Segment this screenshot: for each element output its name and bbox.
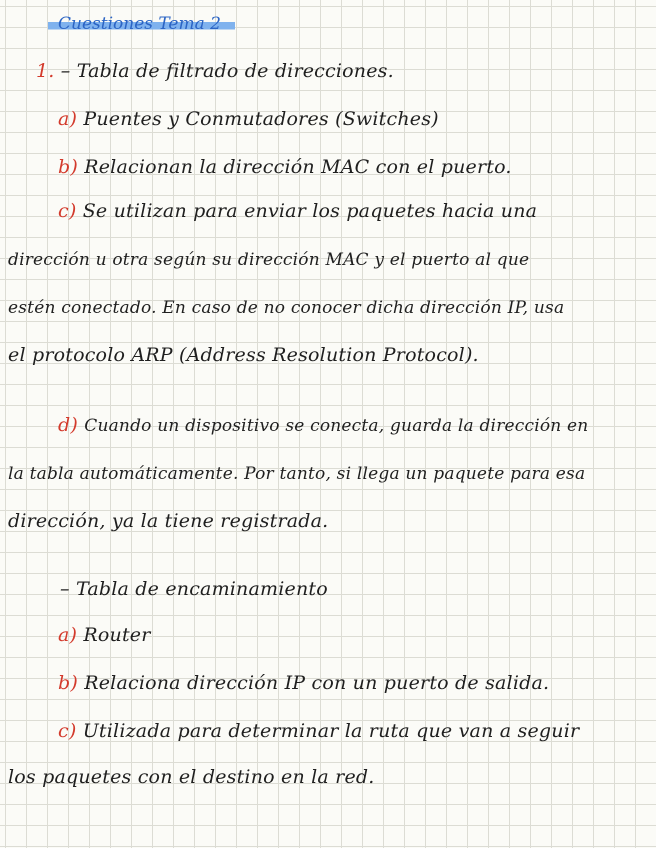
item-1b-row [58, 156, 512, 178]
item-1a-row [58, 108, 439, 130]
item-1d-line-3: dirección, ya la tiene registrada. [8, 510, 329, 532]
item-2c-line-2: los paquetes con el destino en la red. [8, 766, 375, 788]
item-1c-marker: c) [58, 200, 77, 222]
section-2-heading: – Tabla de encaminamiento [60, 578, 328, 600]
item-1a-marker: a) [58, 108, 78, 130]
item-1d-row [58, 414, 588, 436]
section-1-heading-row [36, 60, 394, 82]
page-title: Cuestiones Tema 2 [48, 14, 235, 34]
item-2c-row [58, 720, 579, 742]
item-2b-text: Relaciona dirección IP con un puerto de salida. [84, 672, 550, 694]
item-1c-row [58, 200, 537, 222]
item-1d-line-1: Cuando un dispositivo se conecta, guarda la dirección en [84, 416, 589, 436]
item-1c-line-3: estén conectado. En caso de no conocer dicha dirección IP, usa [8, 298, 565, 318]
section-1-number: 1. [36, 60, 55, 82]
item-1c-line-4: el protocolo ARP (Address Resolution Protocol). [8, 344, 479, 366]
item-2a-marker: a) [58, 624, 78, 646]
item-2b-marker: b) [58, 672, 78, 694]
item-2b-row [58, 672, 549, 694]
item-1c-line-1: Se utilizan para enviar los paquetes hacia una [82, 200, 538, 222]
item-2c-line-1: Utilizada para determinar la ruta que van a seguir [82, 720, 580, 742]
item-2a-row [58, 624, 151, 646]
item-1a-text: Puentes y Conmutadores (Switches) [83, 108, 439, 130]
item-2a-text: Router [83, 624, 151, 646]
item-1d-line-2: la tabla automáticamente. Por tanto, si llega un paquete para esa [8, 464, 586, 484]
item-1d-marker: d) [58, 414, 78, 436]
section-1-heading: – Tabla de filtrado de direcciones. [60, 60, 394, 82]
item-1c-line-2: dirección u otra según su dirección MAC y el puerto al que [8, 250, 530, 270]
item-1b-marker: b) [58, 156, 78, 178]
item-1b-text: Relacionan la dirección MAC con el puerto. [84, 156, 512, 178]
item-2c-marker: c) [58, 720, 77, 742]
